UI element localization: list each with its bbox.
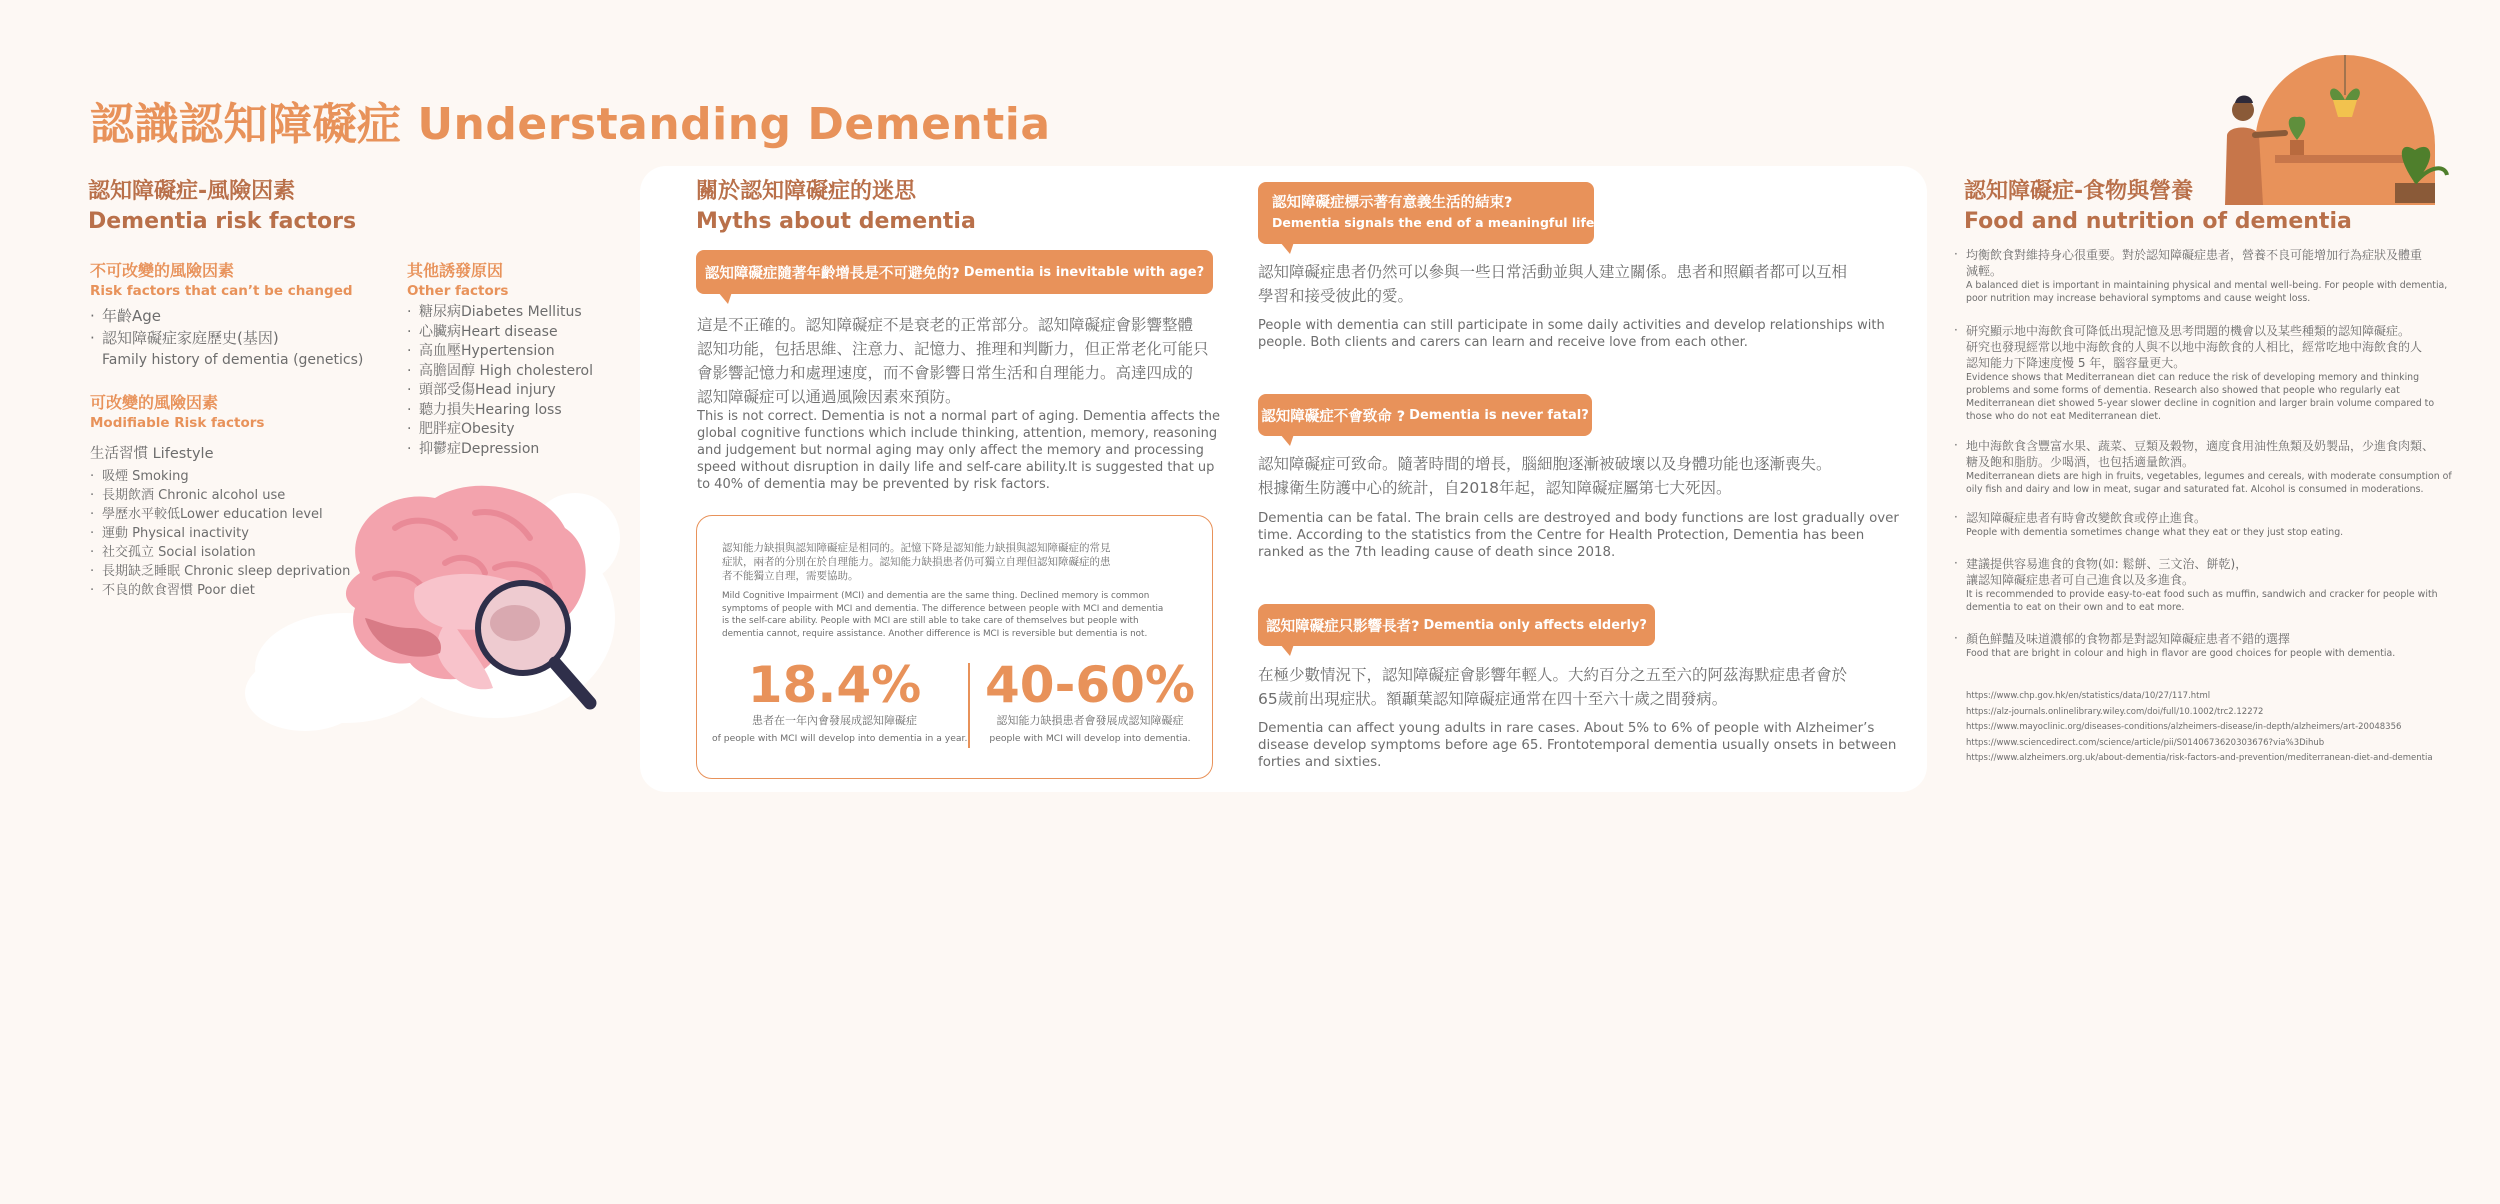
myth2-zh: 認知障礙症患者仍然可以參與一些日常活動並與人建立關係。患者和照顧者都可以互相 學習和接受彼此的愛。 (1258, 263, 1848, 305)
other-list (407, 303, 593, 459)
speech-tail (718, 292, 732, 304)
stats-divider (968, 663, 970, 748)
list-item: · 運動 Physical inactivity (90, 526, 249, 541)
myth4-pill-en: Dementia only affects elderly? (1423, 617, 1647, 633)
speech-tail (1280, 644, 1294, 656)
myths-heading-en: Myths about dementia (696, 209, 976, 234)
risk-section-heading (88, 177, 356, 237)
myth3-pill-zh: 認知障礙症不會致命 ? (1261, 408, 1406, 425)
myth1-zh: 這是不正確的。認知障礙症不是衰老的正常部分。認知障礙症會影響整體 認知功能，包括思維、注意力、記憶力、推理和判斷力，但正常老化可能只 會影響記憶力和處理速度，而不會影響日常生活和自理能力。高達四成的 認知障礙症可以通過風險因素來預防。 (697, 316, 1209, 406)
myths-heading-zh: 關於認知障礙症的迷思 (696, 179, 917, 204)
modifiable-heading-zh: 可改變的風險因素 (90, 393, 219, 412)
food-item-5: · 建議提供容易進食的食物(如: 鬆餅、三文治、餅乾)， 讓認知障礙症患者可自己進食以及多進食。 It is recommended to provide easy-to-eat food such as muffin, sandwich and cracker for people with dementia to eat on their own and to eat more. (1954, 556, 2438, 613)
reference-link[interactable]: https://www.sciencedirect.com/science/article/pii/S0140673620303676?via%3Dihub (1966, 737, 2325, 748)
myth4-zh: 在極少數情況下，認知障礙症會影響年輕人。大約百分之五至六的阿茲海默症患者會於 65歲前出現症狀。額顳葉認知障礙症通常在四十至六十歲之間發病。 (1258, 666, 1848, 708)
speech-tail (1280, 434, 1294, 446)
reference-link[interactable]: https://alz-journals.onlinelibrary.wiley.com/doi/full/10.1002/trc2.12272 (1966, 706, 2264, 717)
unchangeable-heading-zh: 不可改變的風險因素 (90, 261, 235, 280)
list-item: · 聽力損失Hearing loss (407, 401, 562, 418)
myth4-pill-zh: 認知障礙症只影響長者? (1266, 618, 1420, 635)
list-item: · 長期缺乏睡眠 Chronic sleep deprivation (90, 564, 351, 579)
risk-heading-en: Dementia risk factors (88, 209, 357, 234)
list-item: · 不良的飲食習慣 Poor diet (90, 583, 255, 598)
myth3-en: Dementia can be fatal. The brain cells are destroyed and body functions are lost gradually over time. According to the statistics from the Centre for Health Protection, Dementia has been ranked as the 7th leading cause of death since 2018. (1258, 511, 1899, 560)
stat1-value: 18.4% (747, 656, 922, 714)
mci-zh: 認知能力缺損與認知障礙症是相同的。記憶下降是認知能力缺損與認知障礙症的常見 症狀，兩者的分別在於自理能力。認知能力缺損患者仍可獨立自理但認知障礙症的患 者不能獨立自理，需要協助。 (722, 542, 1111, 582)
myth4-pill (1258, 604, 1655, 646)
myth2-pill-en: Dementia signals the end of a meaningful life? (1272, 215, 1602, 230)
list-item: · 肥胖症Obesity (407, 421, 515, 437)
myth1-en: This is not correct. Dementia is not a normal part of aging. Dementia affects the global cognitive functions which include thinking, attention, memory, reasoning and judgement but normal aging may only affect the memory and processing speed without disruption in daily life and self-care ability.It is suggested that up to 40% of dementia may be prevented by risk factors. (697, 409, 1221, 492)
speech-tail (1280, 242, 1294, 254)
food-item-2: · 研究顯示地中海飲食可降低出現記憶及思考問題的機會以及某些種類的認知障礙症。 研究也發現經常以地中海飲食的人與不以地中海飲食的人相比，經常吃地中海飲食的人 認知能力下降速度慢 5 年，腦容量更大。 Evidence shows that Mediterranean diet can reduce the risk of developing memory and thinking problems and some forms of dementia. Research also showed that people who regularly eat Mediterranean diet showed 5-year slower decline in cognition and larger brain volume compared to those who do not eat Mediterranean diet. (1954, 323, 2435, 422)
lifestyle-label: 生活習慣 Lifestyle (90, 446, 214, 462)
food-item-4: · 認知障礙症患者有時會改變飲食或停止進食。 People with dementia sometimes change what they eat or they just stop eating. (1954, 510, 2344, 538)
references-list (1966, 689, 2433, 767)
myth1-pill-en: Dementia is inevitable with age? (963, 264, 1205, 280)
reference-link[interactable]: https://www.mayoclinic.org/diseases-conditions/alzheimers-disease/in-depth/alzheimers/art-20048356 (1966, 722, 2402, 732)
stat1-caption-en: of people with MCI will develop into dementia in a year. (712, 733, 968, 744)
myth4-en: Dementia can affect young adults in rare cases. About 5% to 6% of people with Alzheimer’s disease develop symptoms before age 65. Frontotemporal dementia usually onsets in between forties and sixties. (1258, 721, 1897, 770)
food-heading-zh: 認知障礙症-食物與營養 (1964, 179, 2194, 204)
myth3-pill-en: Dementia is never fatal? (1409, 407, 1589, 423)
unchangeable-list (90, 305, 363, 371)
list-item: · 高膽固醇 High cholesterol (407, 362, 594, 379)
list-item: · 學歷水平較低Lower education level (90, 507, 323, 522)
other-heading-en: Other factors (407, 283, 509, 299)
food-item-6: · 顏色鮮豔及味道濃郁的食物都是對認知障礙症患者不錯的選擇 Food that are bright in colour and high in flavor are good choices for people with dementia. (1954, 631, 2396, 659)
myths-heading (696, 177, 976, 237)
myth2-pill (1258, 182, 1602, 244)
list-item: · 認知障礙症家庭歷史(基因) (90, 329, 279, 347)
myth1-pill-zh: 認知障礙症隨著年齡增長是不可避免的? (704, 265, 960, 282)
myth3-zh: 認知障礙症可致命。隨著時間的增長，腦細胞逐漸被破壞以及身體功能也逐漸喪失。 根據衛生防護中心的統計，自2018年起，認知障礙症屬第七大死因。 (1258, 455, 1832, 497)
brain-magnifier-illustration (245, 468, 625, 738)
page-title: 認識認知障礙症 Understanding Dementia (90, 99, 1051, 150)
modifiable-heading-en: Modifiable Risk factors (90, 415, 265, 431)
list-item-continuation: Family history of dementia (genetics) (102, 352, 364, 368)
list-item: · 年齡Age (90, 307, 162, 325)
list-item: · 頭部受傷Head injury (407, 382, 556, 398)
mci-en: Mild Cognitive Impairment (MCI) and dementia are the same thing. Declined memory is common symptoms of people with MCI and dementia. The difference between people with MCI and dementia is the self-care ability. People with MCI are still able to take care of themselves but people with dementia cannot, require assistance. Another difference is MCI is reversible but dementia is not. (722, 591, 1164, 639)
stat1-caption-zh: 患者在一年內會發展成認知障礙症 (752, 714, 917, 727)
myth2-en: People with dementia can still participate in some daily activities and develop relationships with people. Both clients and carers can learn and receive love from each other. (1258, 318, 1885, 350)
myth1-pill (696, 250, 1213, 294)
risk-heading-zh: 認知障礙症-風險因素 (88, 179, 296, 204)
list-item: · 心臟病Heart disease (407, 323, 558, 340)
list-item: · 吸煙 Smoking (90, 469, 189, 484)
list-item: · 抑鬱症Depression (407, 440, 540, 457)
list-item: · 社交孤立 Social isolation (90, 545, 256, 560)
food-heading (1964, 177, 2352, 237)
food-item-3: · 地中海飲食含豐富水果、蔬菜、豆類及穀物，適度食用油性魚類及奶製品，少進食肉類、 糖及飽和脂肪。少喝酒，也包括適量飲酒。 Mediterranean diets are high in fruits, vegetables, legumes and cereals, with moderate consumption of oily fish and dairy and low in meat, sugar and saturated fat. Alcohol is consumed in moderations. (1954, 438, 2452, 495)
stat2-caption-zh: 認知能力缺損患者會發展成認知障礙症 (996, 714, 1184, 727)
stat2-caption-en: people with MCI will develop into dementia. (989, 733, 1191, 744)
unchangeable-heading-en: Risk factors that can’t be changed (90, 283, 353, 299)
reference-link[interactable]: https://www.alzheimers.org.uk/about-dementia/risk-factors-and-prevention/mediterranean-diet-and-dementia (1966, 753, 2433, 763)
food-item-1: · 均衡飲食對維持身心很重要。對於認知障礙症患者，營養不良可能增加行為症狀及體重 減輕。 A balanced diet is important in maintaining physical and mental well-being. For people with dementia, poor nutrition may increase behavioral symptoms and cause weight loss. (1954, 247, 2448, 304)
other-factors (407, 260, 593, 459)
list-item: · 長期飲酒 Chronic alcohol use (90, 488, 286, 503)
other-heading-zh: 其他誘發原因 (407, 261, 504, 280)
food-heading-en: Food and nutrition of dementia (1964, 209, 2352, 234)
unchangeable-factors (90, 260, 363, 371)
list-item: · 糖尿病Diabetes Mellitus (407, 304, 582, 320)
reference-link[interactable]: https://www.chp.gov.hk/en/statistics/data/10/27/117.html (1966, 691, 2211, 701)
stat2-value: 40-60% (984, 656, 1195, 714)
myth3-pill (1258, 394, 1592, 436)
list-item: · 高血壓Hypertension (407, 343, 555, 359)
myth2-pill-zh: 認知障礙症標示著有意義生活的結束? (1272, 195, 1513, 211)
